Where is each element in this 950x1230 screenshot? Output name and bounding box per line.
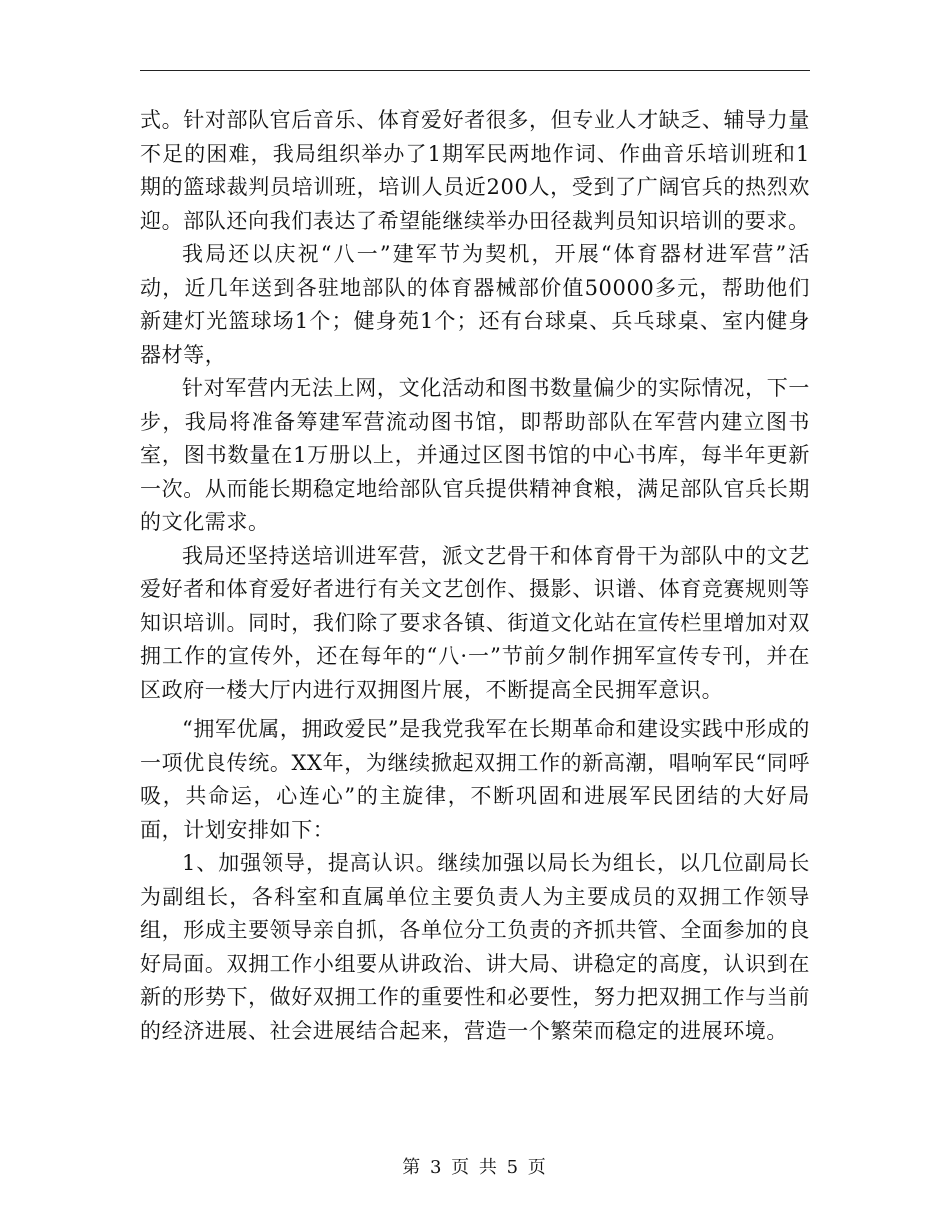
page-number-footer: 第 3 页 共 5 页 xyxy=(402,1157,548,1178)
paragraph-1: 式。针对部队官后音乐、体育爱好者很多，但专业人才缺乏、辅导力量不足的困难，我局组织举办了1期军民两地作词、作曲音乐培训班和1期的篮球裁判员培训班，培训人员近200人，受到了广阔官兵的热烈欢迎。部队还向我们表达了希望能继续举办田径裁判员知识培训的要求。 xyxy=(140,108,810,233)
paragraph-4: 我局还坚持送培训进军营，派文艺骨干和体育骨干为部队中的文艺爱好者和体育爱好者进行有关文艺创作、摄影、识谱、体育竞赛规则等知识培训。同时，我们除了要求各镇、街道文化站在宣传栏里增加对双拥工作的宣传外，还在每年的“八·一”节前夕制作拥军宣传专刊，并在区政府一楼大厅内进行双拥图片展，不断提高全民拥军意识。 xyxy=(140,543,810,702)
paragraph-6: 1、加强领导，提高认识。继续加强以局长为组长，以几位副局长为副组长，各科室和直属单位主要负责人为主要成员的双拥工作领导组，形成主要领导亲自抓，各单位分工负责的齐抓共管、全面参加的良好局面。双拥工作小组要从讲政治、讲大局、讲稳定的高度，认识到在新的形势下，做好双拥工作的重要性和必要性，努力把双拥工作与当前的经济进展、社会进展结合起来，营造一个繁荣而稳定的进展环境。 xyxy=(140,851,810,1043)
paragraph-3: 针对军营内无法上网，文化活动和图书数量偏少的实际情况，下一步，我局将准备筹建军营流动图书馆，即帮助部队在军营内建立图书室，图书数量在1万册以上，并通过区图书馆的中心书库，每半年更新一次。从而能长期稳定地给部队官兵提供精神食粮，满足部队官兵长期的文化需求。 xyxy=(140,376,810,534)
paragraph-5: “拥军优属，拥政爱民”是我党我军在长期革命和建设实践中形成的一项优良传统。XX年，为继续掀起双拥工作的新高潮，唱响军民“同呼吸，共命运，心连心”的主旋律，不断巩固和进展军民团结的大好局面，计划安排如下： xyxy=(140,717,810,842)
paragraph-2: 我局还以庆祝“八一”建军节为契机，开展“体育器材进军营”活动，近几年送到各驻地部队的体育器械部价值50000多元，帮助他们新建灯光篮球场1个；健身苑1个；还有台球桌、兵乓球桌、室内健身器材等， xyxy=(140,242,810,367)
document-body xyxy=(140,104,810,1048)
header-rule xyxy=(140,70,810,71)
